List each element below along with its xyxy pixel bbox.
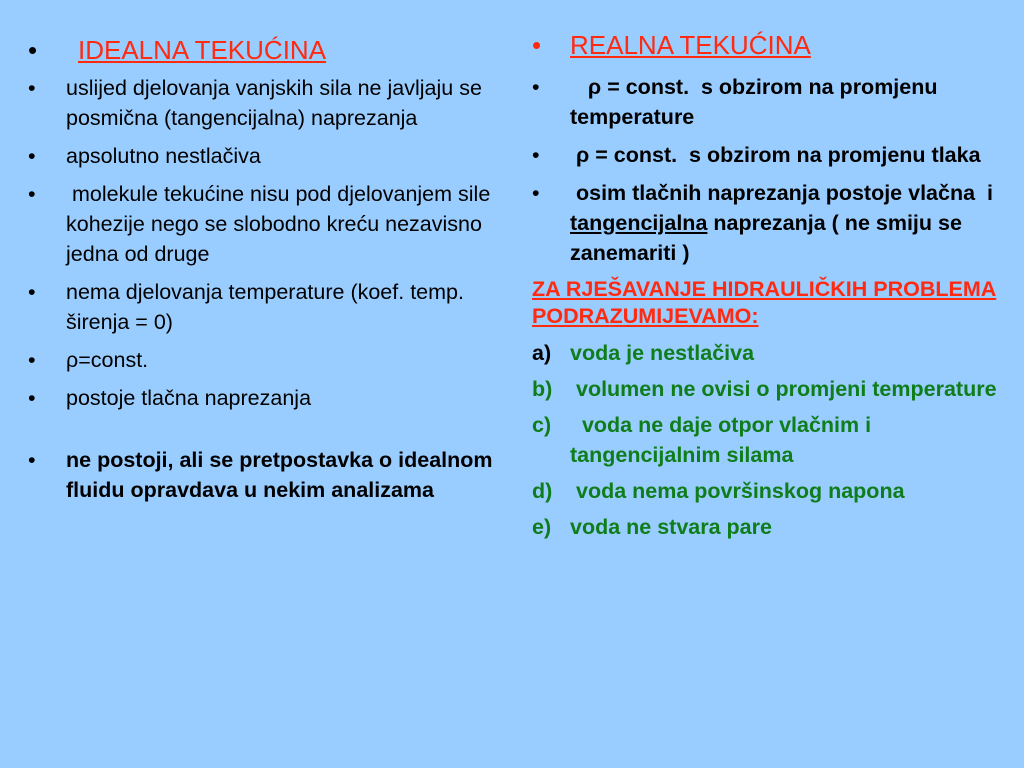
assumption-item bbox=[532, 374, 1002, 404]
assumption-item bbox=[532, 512, 1002, 542]
assumption-text: voda je nestlačiva bbox=[570, 341, 755, 365]
list-item bbox=[28, 179, 498, 269]
list-marker: b) bbox=[532, 377, 553, 401]
real-fluid-list bbox=[532, 28, 1002, 268]
density-const-text: ρ=const. bbox=[66, 348, 149, 372]
assumption-item bbox=[532, 338, 1002, 368]
right-column bbox=[532, 0, 1002, 548]
list-item bbox=[532, 140, 1002, 170]
bullet-icon: • bbox=[28, 448, 36, 472]
hydraulics-heading: ZA RJEŠAVANJE HIDRAULIČKIH PROBLEMA PODRAZUMIJEVAMO: bbox=[532, 277, 997, 328]
assumption-text: voda ne daje otpor vlačnim i tangencijalnim silama bbox=[570, 413, 878, 467]
left-column bbox=[28, 0, 498, 513]
bullet-icon: • bbox=[532, 181, 540, 205]
real-fluid-title-item bbox=[532, 28, 1002, 62]
assumption-item bbox=[532, 410, 1002, 470]
list-item-text: ρ = const. s obzirom na promjenu temperature bbox=[570, 75, 944, 129]
bullet-icon: • bbox=[28, 182, 36, 206]
list-marker: a) bbox=[532, 341, 552, 365]
list-item bbox=[28, 345, 498, 375]
list-item-text: apsolutno nestlačiva bbox=[66, 144, 261, 168]
ideal-fluid-list bbox=[28, 33, 498, 505]
list-marker: c) bbox=[532, 413, 552, 437]
list-item-text: nema djelovanja temperature (koef. temp. širenja = 0) bbox=[66, 280, 464, 334]
list-marker: d) bbox=[532, 479, 553, 503]
bullet-icon: • bbox=[28, 76, 36, 100]
real-fluid-title: REALNA TEKUĆINA bbox=[570, 30, 811, 60]
assumptions-list bbox=[532, 338, 1002, 542]
bullet-icon: • bbox=[28, 348, 36, 372]
list-item-text: osim tlačnih naprezanja postoje vlačna i bbox=[570, 181, 999, 205]
bullet-icon: • bbox=[28, 386, 36, 410]
bullet-icon: • bbox=[28, 144, 36, 168]
list-item-text: molekule tekućine nisu pod djelovanjem sile kohezije nego se slobodno kreću nezavisno jedna od druge bbox=[66, 182, 497, 266]
list-item-note bbox=[28, 445, 498, 505]
assumption-text: voda ne stvara pare bbox=[570, 515, 772, 539]
bullet-icon: • bbox=[28, 280, 36, 304]
bullet-icon: • bbox=[532, 30, 542, 60]
ideal-fluid-title: IDEALNA TEKUĆINA bbox=[78, 35, 327, 65]
ideal-fluid-title-item bbox=[28, 33, 498, 67]
list-marker: e) bbox=[532, 515, 552, 539]
list-item-text: uslijed djelovanja vanjskih sila ne javljaju se posmična (tangencijalna) naprezanja bbox=[66, 76, 482, 130]
assumption-item bbox=[532, 476, 1002, 506]
list-item bbox=[532, 178, 1002, 268]
list-item bbox=[28, 277, 498, 337]
bullet-icon: • bbox=[532, 143, 540, 167]
bullet-icon: • bbox=[532, 75, 540, 99]
list-item-text: ne postoji, ali se pretpostavka o idealnom fluidu opravdava u nekim analizama bbox=[66, 448, 493, 502]
bullet-icon: • bbox=[28, 35, 38, 65]
list-item bbox=[28, 383, 498, 413]
list-item bbox=[28, 73, 498, 133]
list-item bbox=[28, 141, 498, 171]
list-item-text: ρ = const. s obzirom na promjenu tlaka bbox=[570, 143, 981, 167]
assumption-text: voda nema površinskog napona bbox=[570, 479, 905, 503]
underlined-term: tangencijalna bbox=[570, 211, 708, 235]
assumption-text: volumen ne ovisi o promjeni temperature bbox=[570, 377, 997, 401]
list-item bbox=[532, 72, 1002, 132]
list-item-text: naprezanja ( ne smiju se zanemariti ) bbox=[570, 211, 962, 265]
list-item-text: postoje tlačna naprezanja bbox=[66, 386, 312, 410]
